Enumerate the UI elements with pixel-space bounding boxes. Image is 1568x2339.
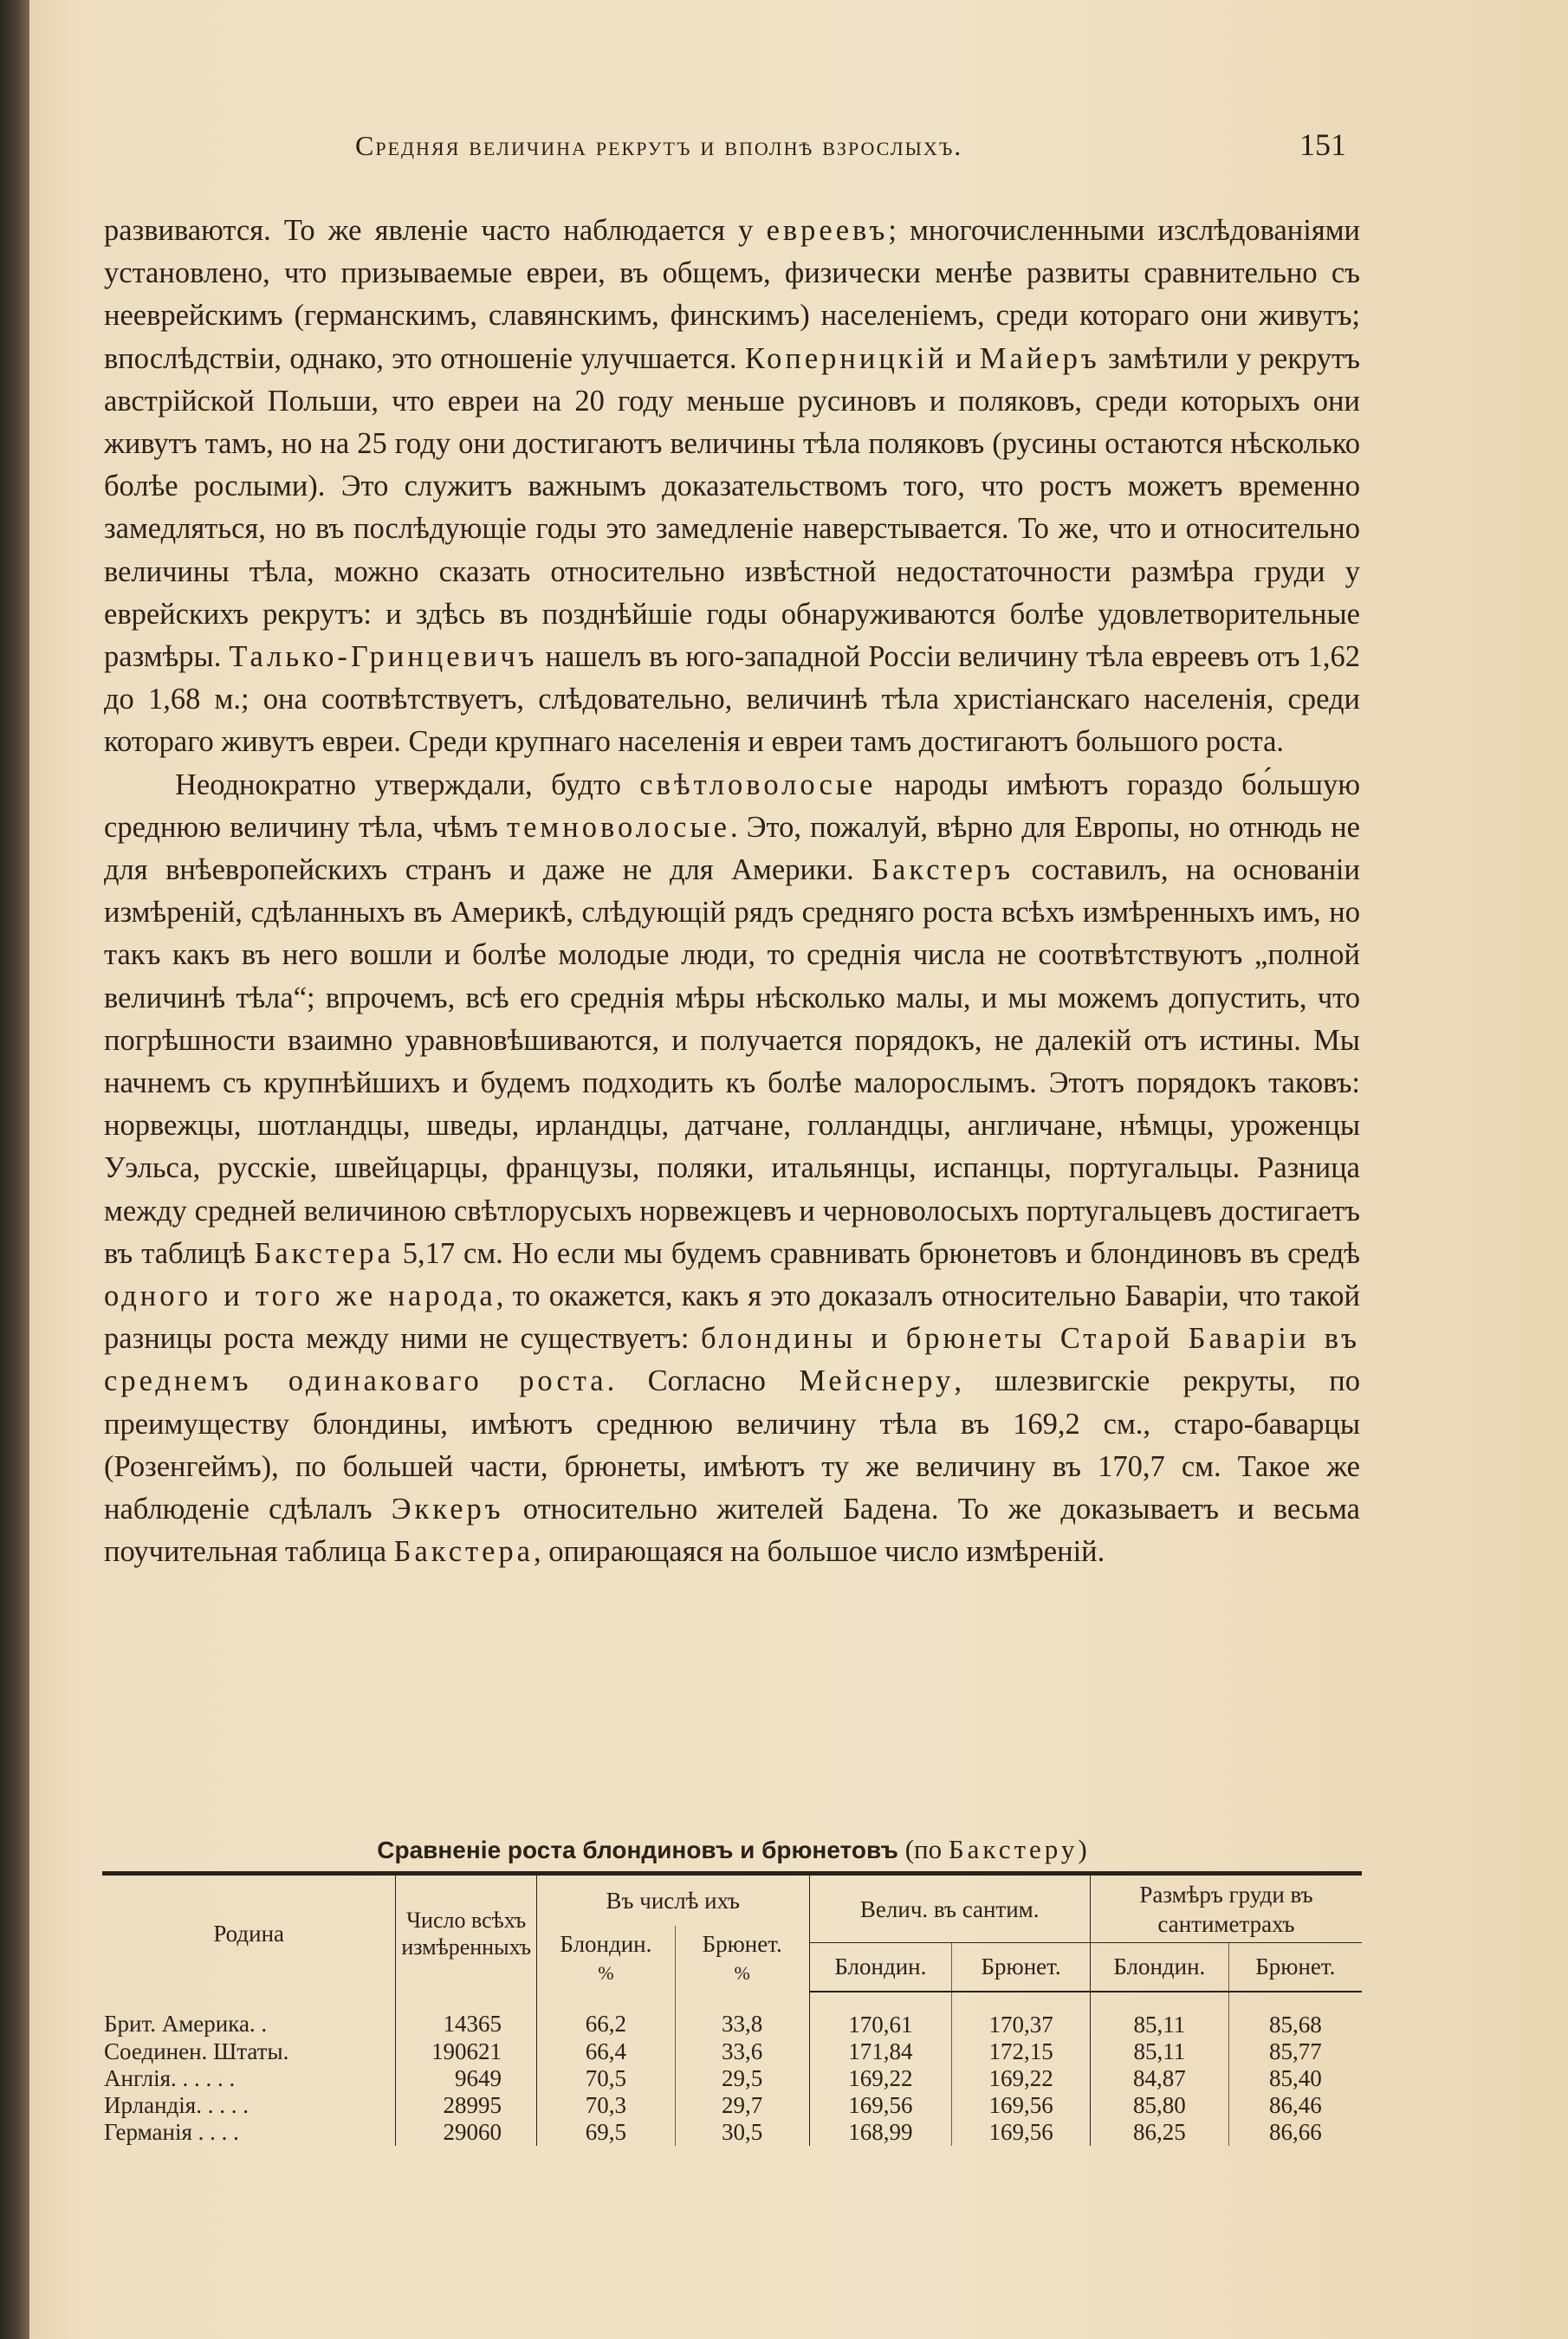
percent-sign: % (598, 1961, 614, 1984)
text-run: , то окажется, какъ я это доказалъ относительно Баваріи, что такой разницы роста между ними не существуетъ: (104, 1280, 1360, 1356)
cell-brunet-chest: 86,66 (1228, 2119, 1362, 2146)
spaced-name: Эккеръ (391, 1493, 504, 1526)
header-count: Число всѣхъ измѣренныхъ (396, 1874, 537, 1992)
spaced-term: одного и того же народа (104, 1280, 496, 1313)
text-run: развиваются. То же явленіе часто наблюдается у (104, 214, 767, 247)
spaced-name: Бакстеръ (871, 853, 1014, 887)
spaced-name: Бакстера (393, 1535, 534, 1569)
cell-country: Соединен. Штаты. (104, 2038, 289, 2064)
cell-brunet-pct: 33,6 (675, 2038, 809, 2065)
text-run: . Это, пожалуй, вѣрно для Европы, но отнюдь не для внѣевропейскихъ странъ и даже не для Америки. (104, 810, 1360, 887)
table-title-bold: Сравненіе роста блондиновъ и брюнетовъ (377, 1837, 898, 1863)
cell-brunet-height: 172,15 (952, 2038, 1091, 2065)
spaced-term: темноволосые (507, 810, 730, 844)
cell-blond-chest: 85,80 (1090, 2092, 1228, 2119)
cell-count: 29060 (396, 2119, 537, 2146)
header-brunet-pct-label: Брюнет. (702, 1930, 782, 1957)
cell-brunet-chest: 85,77 (1228, 2038, 1362, 2065)
text-run: 5,17 см. Но если мы будемъ сравнивать брюнетовъ и блондиновъ въ средѣ (393, 1236, 1360, 1270)
cell-blond-pct: 70,5 (537, 2065, 676, 2092)
percent-sign: % (734, 1961, 750, 1984)
header-brunet-height: Брюнет. (952, 1943, 1091, 1992)
header-brunet-pct (675, 1926, 809, 1992)
cell-count: 9649 (396, 2065, 537, 2092)
header-group-height: Велич. въ сантим. (809, 1874, 1090, 1943)
cell-blond-pct: 70,3 (537, 2092, 676, 2119)
table-title-author: Бакстеру (948, 1834, 1079, 1864)
cell-blond-pct: 66,4 (537, 2038, 676, 2065)
text-run: и (947, 341, 980, 375)
book-spine-shadow (0, 0, 29, 2339)
text-run: нашелъ въ юго-западной Россіи величину тѣла евреевъ отъ 1,62 до 1,68 м.; она соотвѣтствуетъ, слѣдовательно, величинѣ тѣла христіанскаго населенія, среди котораго живутъ евреи. Среди крупнаго населенія и евреи тамъ достигаютъ большого роста. (104, 640, 1360, 759)
cell-brunet-height: 169,22 (952, 2065, 1091, 2092)
header-blond-pct (537, 1926, 676, 1992)
cell-blond-height: 169,56 (809, 2092, 952, 2119)
cell-blond-chest: 85,11 (1090, 2038, 1228, 2065)
text-run: Неоднократно утверждали, будто (175, 768, 640, 801)
cell-blond-chest: 85,11 (1090, 1992, 1228, 2038)
text-run: составилъ, на основаніи измѣреній, сдѣланныхъ въ Америкѣ, слѣдующій рядъ средняго роста всѣхъ измѣренныхъ имъ, но такъ какъ въ него вошли и болѣе молодые люди, то среднія числа не соотвѣтствуютъ „полной величинѣ тѣла“; впрочемъ, всѣ его среднія мѣры нѣсколько малы, и мы можемъ допустить, что погрѣшности взаимно уравновѣшиваются, и получается порядокъ, не далекій отъ истины. Мы начнемъ съ крупнѣйшихъ и будемъ подходить къ болѣе малорослымъ. Этотъ порядокъ таковъ: норвежцы, шотландцы, шведы, ирландцы, датчане, голландцы, англичане, нѣмцы, уроженцы Уэльса, русскіе, швейцарцы, французы, поляки, итальянцы, испанцы, португальцы. Разница между средней величиною свѣтлорусыхъ норвежцевъ и черноволосыхъ португальцевъ достигаетъ въ таблицѣ (104, 853, 1360, 1270)
header-country: Родина (102, 1874, 396, 1992)
cell-brunet-height: 170,37 (952, 1992, 1091, 2038)
table-row (102, 2065, 1362, 2092)
cell-brunet-chest: 86,46 (1228, 2092, 1362, 2119)
cell-brunet-pct: 29,7 (675, 2092, 809, 2119)
cell-blond-chest: 84,87 (1090, 2065, 1228, 2092)
body-text (104, 210, 1360, 1574)
text-run: , опирающаяся на большое число измѣреній. (533, 1535, 1105, 1569)
cell-blond-pct: 69,5 (537, 2119, 676, 2146)
text-run: относительно жителей Бадена. То же доказываетъ и весьма поучительная таблица (104, 1493, 1360, 1569)
spaced-term: свѣтловолосые (639, 768, 877, 801)
cell-country: Ирландія. . . . . (104, 2091, 249, 2118)
cell-brunet-pct: 33,8 (675, 1992, 809, 2038)
header-group-chest: Размѣръ груди въ сантиметрахъ (1090, 1874, 1362, 1943)
cell-country: Англія. . . . . . (104, 2064, 236, 2091)
table-title-rest: (по (897, 1834, 949, 1864)
spaced-name: Коперницкій (744, 341, 948, 375)
running-header: Средняя величина рекрутъ и вполнѣ взрослыхъ. (355, 130, 963, 161)
cell-brunet-height: 169,56 (952, 2092, 1091, 2119)
cell-brunet-height: 169,56 (952, 2119, 1091, 2146)
table-row (102, 2038, 1362, 2065)
text-run: народы имѣютъ гораздо бо́льшую среднюю величину тѣла, чѣмъ (104, 768, 1361, 844)
table-title (104, 1834, 1360, 1865)
cell-blond-height: 169,22 (809, 2065, 952, 2092)
cell-count: 14365 (396, 1992, 537, 2038)
cell-brunet-pct: 29,5 (675, 2065, 809, 2092)
table-row (102, 1992, 1362, 2038)
cell-country: Брит. Америка. . (104, 2011, 268, 2037)
header-brunet-chest: Брюнет. (1228, 1943, 1362, 1992)
header-group-ratio: Въ числѣ ихъ (537, 1874, 809, 1926)
cell-blond-height: 171,84 (809, 2038, 952, 2065)
cell-brunet-pct: 30,5 (675, 2119, 809, 2146)
cell-blond-chest: 86,25 (1090, 2119, 1228, 2146)
cell-blond-height: 168,99 (809, 2119, 952, 2146)
comparison-table (102, 1871, 1362, 2146)
cell-country: Германія . . . . (104, 2118, 239, 2145)
cell-count: 190621 (396, 2038, 537, 2065)
paragraph-2 (104, 764, 1360, 1574)
spaced-name: Талько-Гринцевичъ (229, 640, 538, 674)
spaced-name: Майеръ (979, 341, 1100, 375)
text-run: замѣтили у рекрутъ австрійской Польши, что евреи на 20 году меньше русиновъ и поляковъ, среди которыхъ они живутъ тамъ, но на 25 году они достигаютъ величины тѣла поляковъ (русины остаются нѣсколько болѣе рослыми). Это служитъ важнымъ доказательствомъ того, что ростъ можетъ временно замедляться, но въ послѣдующіе годы это замедленіе наверстывается. То же, что и относительно величины тѣла, можно сказать относительно извѣстной недостаточности размѣра груди у еврейскихъ рекрутъ: и здѣсь въ позднѣйшіе годы обнаруживаются болѣе удовлетворительные размѣры. (104, 341, 1361, 674)
cell-count: 28995 (396, 2092, 537, 2119)
spaced-term: блондины и брюнеты Старой Баваріи въ среднемъ одинаковаго роста (104, 1322, 1361, 1398)
cell-blond-height: 170,61 (809, 1992, 952, 2038)
text-run: ; многочисленными изслѣдованіями установлено, что призываемые евреи, въ общемъ, физически менѣе развиты сравнительно съ нееврейскимъ (германскимъ, славянскимъ, финскимъ) населеніемъ, среди котораго они живутъ; впослѣдствіи, однако, это отношеніе улучшается. (104, 214, 1360, 375)
text-run: , шлезвигскіе рекруты, по преимуществу блондины, имѣютъ среднюю величину тѣла въ 169,2 см., старо-баварцы (Розенгеймъ), по большей части, брюнеты, имѣютъ ту же величину въ 170,7 см. Такое же наблюденіе сдѣлалъ (104, 1364, 1361, 1526)
header-blond-chest: Блондин. (1090, 1943, 1228, 1992)
cell-brunet-chest: 85,40 (1228, 2065, 1362, 2092)
header-blond-height: Блондин. (809, 1943, 952, 1992)
spaced-name: Мейснеру (799, 1364, 955, 1398)
cell-brunet-chest: 85,68 (1228, 1992, 1362, 2038)
header-blond-pct-label: Блондин. (560, 1930, 652, 1957)
table-row (102, 2119, 1362, 2146)
text-run: . Согласно (606, 1364, 800, 1398)
cell-blond-pct: 66,2 (537, 1992, 676, 2038)
paragraph-1 (104, 210, 1360, 764)
page-number: 151 (1299, 127, 1346, 162)
spaced-name: Бакстера (254, 1236, 394, 1270)
spaced-term: евреевъ (766, 214, 889, 247)
table-title-close: ) (1078, 1834, 1087, 1864)
table-row (102, 2092, 1362, 2119)
